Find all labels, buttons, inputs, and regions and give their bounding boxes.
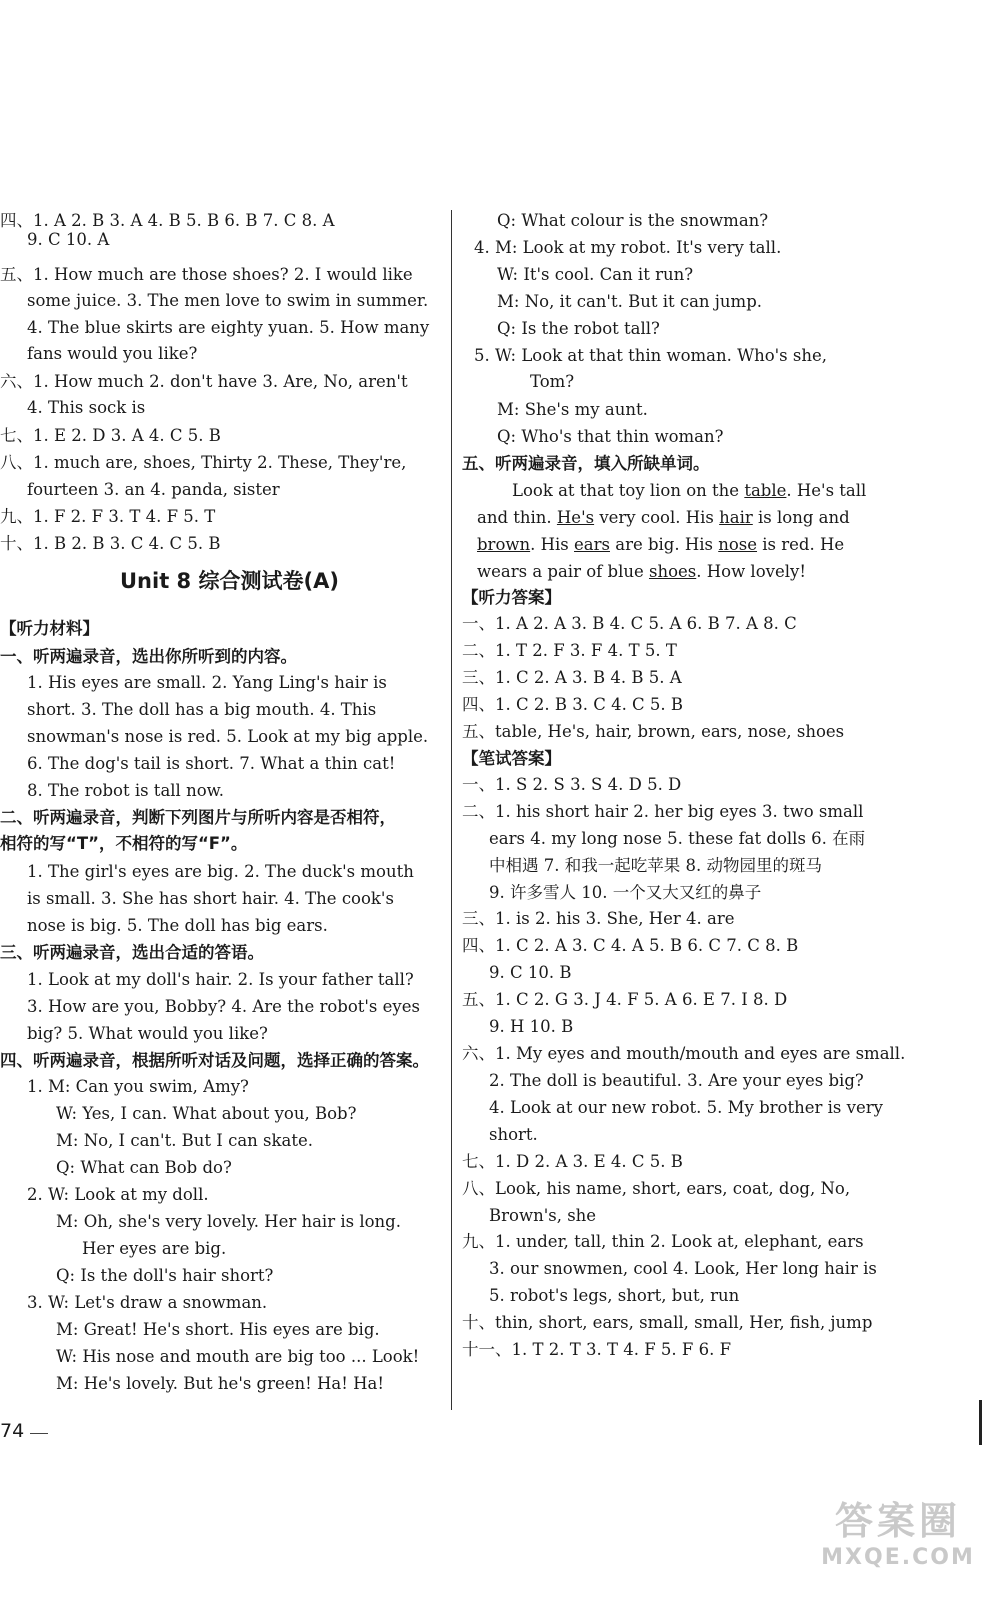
- text-line: big? 5. What would you like?: [27, 1024, 268, 1043]
- text-line: 2. W: Look at my doll.: [27, 1185, 209, 1204]
- watermark-logo: [818, 1490, 978, 1580]
- section-heading: 二、听两遍录音，判断下列图片与所听内容是否相符，: [0, 808, 396, 827]
- text-line: Q: Is the doll's hair short?: [56, 1266, 274, 1285]
- text-line: 5. W: Look at that thin woman. Who's she,: [474, 346, 828, 365]
- text-line: Look at that toy lion on the table. He's tall: [512, 481, 867, 500]
- section-heading: 五、听两遍录音，填入所缺单词。: [462, 454, 710, 473]
- text-line: M: Great! He's short. His eyes are big.: [56, 1320, 380, 1339]
- text-line: 九、1. under, tall, thin 2. Look at, elephant, ears: [462, 1232, 864, 1251]
- text-line: M: No, I can't. But I can skate.: [56, 1131, 313, 1150]
- text-line: 1. The girl's eyes are big. 2. The duck's mouth: [27, 862, 414, 881]
- text-line: 一、1. A 2. A 3. B 4. C 5. A 6. B 7. A 8. C: [462, 614, 797, 633]
- text-line: 七、1. D 2. A 3. E 4. C 5. B: [462, 1152, 683, 1171]
- text-line: 9. H 10. B: [489, 1017, 574, 1036]
- text-line: Brown's, she: [489, 1206, 597, 1225]
- text-line: 十、1. B 2. B 3. C 4. C 5. B: [0, 534, 221, 553]
- page-number: 74: [0, 1420, 25, 1442]
- unit-title: Unit 8 综合测试卷(A): [120, 569, 339, 593]
- text-line: M: No, it can't. But it can jump.: [497, 292, 762, 311]
- section-heading: 四、听两遍录音，根据所听对话及问题，选择正确的答案。: [0, 1051, 429, 1070]
- text-line: M: He's lovely. But he's green! Ha! Ha!: [56, 1374, 385, 1393]
- text-line: 6. The dog's tail is short. 7. What a thin cat!: [27, 754, 396, 773]
- section-heading: 一、听两遍录音，选出你所听到的内容。: [0, 647, 297, 666]
- text-line: Q: What colour is the snowman?: [497, 211, 769, 230]
- section-heading: 【笔试答案】: [462, 749, 561, 768]
- text-line: short. 3. The doll has a big mouth. 4. This: [27, 700, 377, 719]
- text-line: some juice. 3. The men love to swim in summer.: [27, 291, 429, 310]
- text-line: Q: What can Bob do?: [56, 1158, 232, 1177]
- text-line: snowman's nose is red. 5. Look at my big apple.: [27, 727, 429, 746]
- text-line: 中相遇 7. 和我一起吃苹果 8. 动物园里的斑马: [489, 856, 822, 875]
- text-line: and thin. He's very cool. His hair is long and: [477, 508, 850, 527]
- watermark-title: 答案圈: [834, 1499, 961, 1543]
- text-line: short.: [489, 1125, 538, 1144]
- text-line: 四、1. C 2. B 3. C 4. C 5. B: [462, 695, 684, 714]
- text-line: 四、1. C 2. A 3. C 4. A 5. B 6. C 7. C 8. B: [462, 936, 799, 955]
- text-line: 五、table, He's, hair, brown, ears, nose, shoes: [462, 722, 845, 741]
- text-line: 三、1. C 2. A 3. B 4. B 5. A: [462, 668, 682, 687]
- text-line: W: Yes, I can. What about you, Bob?: [56, 1104, 357, 1123]
- text-line: 四、1. A 2. B 3. A 4. B 5. B 6. B 7. C 8. A: [0, 211, 335, 230]
- text-line: brown. His ears are big. His nose is red. He: [477, 535, 845, 554]
- text-line: 4. M: Look at my robot. It's very tall.: [474, 238, 782, 257]
- text-line: 六、1. My eyes and mouth/mouth and eyes are small.: [462, 1044, 906, 1063]
- text-line: 1. Look at my doll's hair. 2. Is your father tall?: [27, 970, 414, 989]
- watermark-url: MXQE.COM: [821, 1545, 975, 1570]
- text-line: 八、1. much are, shoes, Thirty 2. These, They're,: [0, 453, 407, 472]
- text-line: 八、Look, his name, short, ears, coat, dog, No,: [462, 1179, 851, 1198]
- text-line: M: She's my aunt.: [497, 400, 648, 419]
- text-line: wears a pair of blue shoes. How lovely!: [477, 562, 806, 581]
- text-line: 五、1. How much are those shoes? 2. I would like: [0, 265, 413, 284]
- text-line: 4. Look at our new robot. 5. My brother is very: [489, 1098, 883, 1117]
- text-line: Q: Is the robot tall?: [497, 319, 660, 338]
- text-line: 3. W: Let's draw a snowman.: [27, 1293, 268, 1312]
- text-line: 一、1. S 2. S 3. S 4. D 5. D: [462, 775, 682, 794]
- text-line: is small. 3. She has short hair. 4. The cook's: [27, 889, 394, 908]
- text-line: 二、1. his short hair 2. her big eyes 3. two small: [462, 802, 864, 821]
- text-line: Q: Who's that thin woman?: [497, 427, 724, 446]
- page-edge-mark: [979, 1400, 982, 1445]
- text-line: W: It's cool. Can it run?: [497, 265, 694, 284]
- text-line: 4. This sock is: [27, 398, 146, 417]
- section-heading: 【听力答案】: [462, 588, 561, 607]
- text-line: Her eyes are big.: [82, 1239, 227, 1258]
- section-heading: 【听力材料】: [0, 619, 99, 638]
- text-line: 1. M: Can you swim, Amy?: [27, 1077, 249, 1096]
- text-line: 十一、1. T 2. T 3. T 4. F 5. F 6. F: [462, 1340, 732, 1359]
- text-line: 4. The blue skirts are eighty yuan. 5. How many: [27, 318, 430, 337]
- section-heading: 三、听两遍录音，选出合适的答语。: [0, 943, 264, 962]
- text-line: 十、thin, short, ears, small, small, Her, fish, jump: [462, 1313, 873, 1332]
- text-line: 三、1. is 2. his 3. She, Her 4. are: [462, 909, 735, 928]
- text-line: 8. The robot is tall now.: [27, 781, 225, 800]
- text-line: 1. His eyes are small. 2. Yang Ling's hair is: [27, 673, 387, 692]
- text-line: Tom?: [530, 372, 575, 391]
- text-line: 3. How are you, Bobby? 4. Are the robot's eyes: [27, 997, 420, 1016]
- text-line: 九、1. F 2. F 3. T 4. F 5. T: [0, 507, 216, 526]
- text-line: 5. robot's legs, short, but, run: [489, 1286, 740, 1305]
- column-divider: [451, 210, 452, 1410]
- text-line: 9. 许多雪人 10. 一个又大又红的鼻子: [489, 883, 762, 902]
- section-heading: 相符的写“T”，不相符的写“F”。: [0, 834, 248, 853]
- text-line: 9. C 10. B: [489, 963, 572, 982]
- text-line: 3. our snowmen, cool 4. Look, Her long hair is: [489, 1259, 877, 1278]
- text-line: 二、1. T 2. F 3. F 4. T 5. T: [462, 641, 677, 660]
- text-line: M: Oh, she's very lovely. Her hair is long.: [56, 1212, 401, 1231]
- text-line: 六、1. How much 2. don't have 3. Are, No, aren't: [0, 372, 408, 391]
- text-line: W: His nose and mouth are big too ... Look!: [56, 1347, 420, 1366]
- page-number-rule: [30, 1433, 48, 1434]
- text-line: 五、1. C 2. G 3. J 4. F 5. A 6. E 7. I 8. D: [462, 990, 788, 1009]
- text-line: ears 4. my long nose 5. these fat dolls 6. 在雨: [489, 829, 866, 848]
- text-line: nose is big. 5. The doll has big ears.: [27, 916, 328, 935]
- text-line: 2. The doll is beautiful. 3. Are your eyes big?: [489, 1071, 864, 1090]
- text-line: fourteen 3. an 4. panda, sister: [27, 480, 280, 499]
- text-line: 9. C 10. A: [27, 230, 110, 249]
- text-line: fans would you like?: [27, 344, 198, 363]
- text-line: 七、1. E 2. D 3. A 4. C 5. B: [0, 426, 221, 445]
